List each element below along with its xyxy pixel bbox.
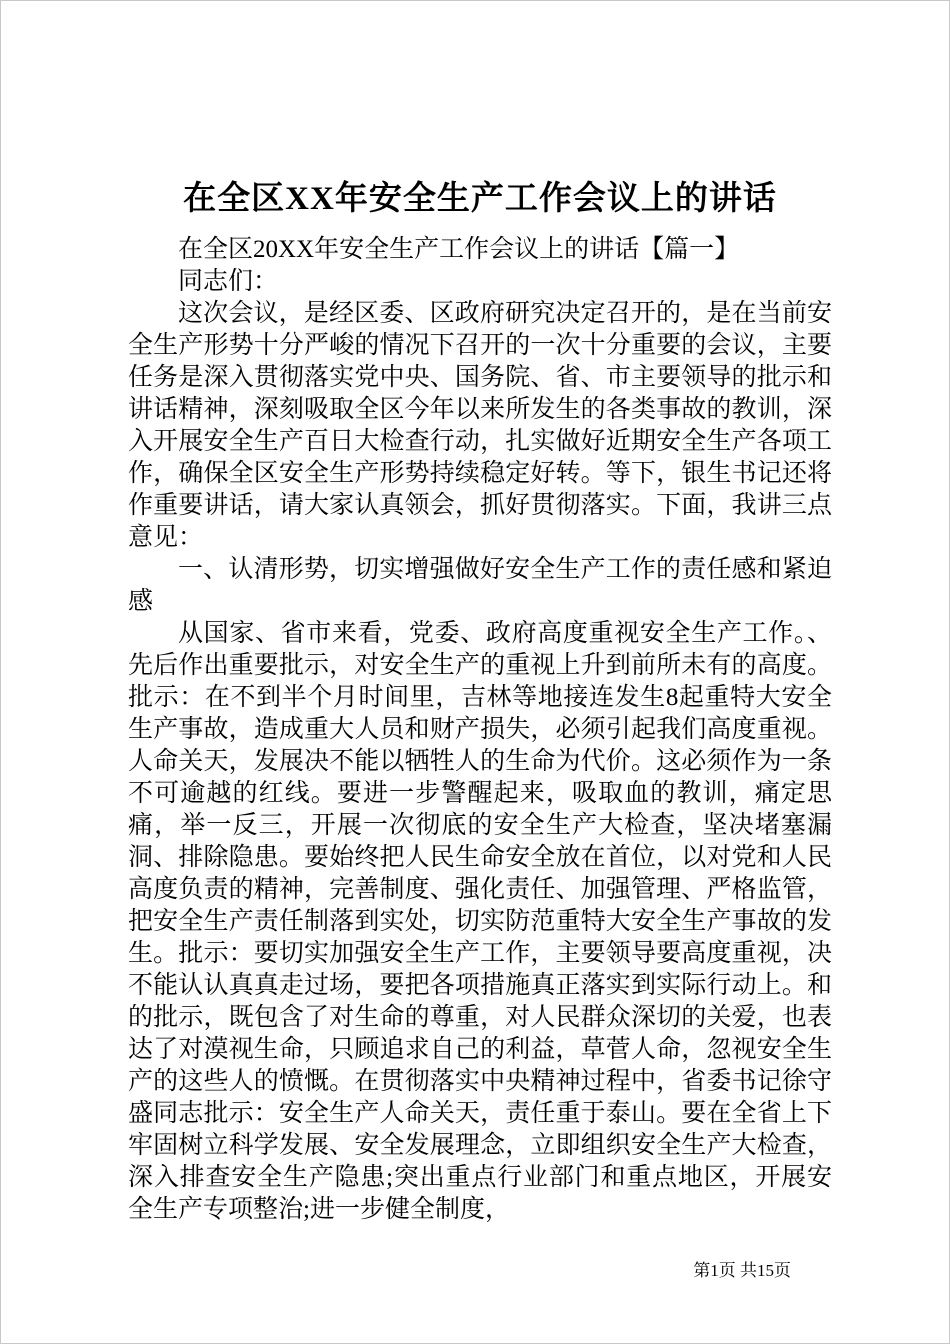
paragraph-section-heading: 一、认清形势，切实增强做好安全生产工作的责任感和紧迫感 xyxy=(128,556,832,616)
document-body xyxy=(128,234,832,1226)
document-title: 在全区XX年安全生产工作会议上的讲话 xyxy=(183,181,777,217)
document-content xyxy=(128,179,832,1226)
page-number-footer: 第1页 共15页 xyxy=(693,1261,791,1280)
paragraph-subtitle: 在全区20XX年安全生产工作会议上的讲话【篇一】 xyxy=(178,236,740,264)
paragraph-section-body: 从国家、省市来看，党委、政府高度重视安全生产工作。、先后作出重要批示，对安全生产的重视上升到前所未有的高度。批示：在不到半个月时间里，吉林等地接连发生8起重特大安全生产事故，造成重大人员和财产损失，必须引起我们高度重视。人命关天，发展决不能以牺牲人的生命为代价。这必须作为一条不可逾越的红线。要进一步警醒起来，吸取血的教训，痛定思痛，举一反三，开展一次彻底的安全生产大检查，坚决堵塞漏洞、排除隐患。要始终把人民生命安全放在首位，以对党和人民高度负责的精神，完善制度、强化责任、加强管理、严格监管，把安全生产责任制落到实处，切实防范重特大安全生产事故的发生。批示：要切实加强安全生产工作，主要领导要高度重视，决不能认认真真走过场，要把各项措施真正落实到实际行动上。和的批示，既包含了对生命的尊重，对人民群众深切的关爱，也表达了对漠视生命，只顾追求自己的利益，草菅人命，忽视安全生产的这些人的愤慨。在贯彻落实中央精神过程中，省委书记徐守盛同志批示：安全生产人命关天，责任重于泰山。要在全省上下牢固树立科学发展、安全发展理念，立即组织安全生产大检查，深入排查安全生产隐患;突出重点行业部门和重点地区，开展安全生产专项整治;进一步健全制度， xyxy=(128,620,832,1224)
paragraph-intro: 这次会议，是经区委、区政府研究决定召开的，是在当前安全生产形势十分严峻的情况下召开的一次十分重要的会议，主要任务是深入贯彻落实党中央、国务院、省、市主要领导的批示和讲话精神，深刻吸取全区今年以来所发生的各类事故的教训，深入开展安全生产百日大检查行动，扎实做好近期安全生产各项工作，确保全区安全生产形势持续稳定好转。等下，银生书记还将作重要讲话，请大家认真领会，抓好贯彻落实。下面，我讲三点意见： xyxy=(128,300,832,552)
paragraph-salutation: 同志们： xyxy=(178,268,279,296)
